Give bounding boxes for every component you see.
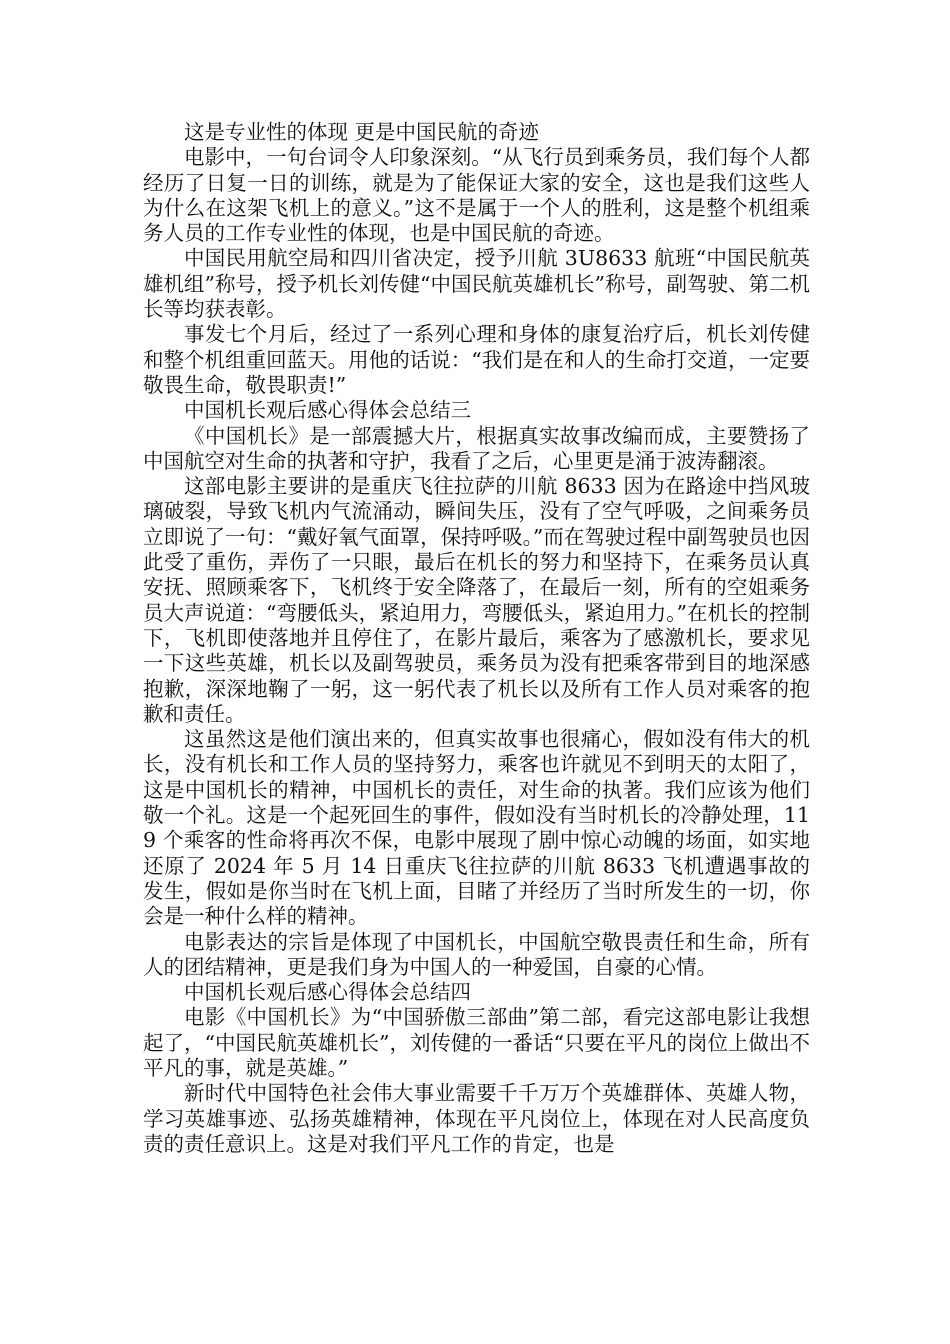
body-paragraph: 这虽然这是他们演出来的，但真实故事也很痛心，假如没有伟大的机长，没有机长和工作人员的坚持努力，乘客也许就见不到明天的太阳了，这是中国机长的精神，中国机长的责任，对生命的执著。我们应该为他们敬一个礼。这是一个起死回生的事件，假如没有当时机长的冷静处理，119 个乘客的性命将再次不保，电影中展现了剧中惊心动魄的场面，如实地还原了 2024 年 5 月 14 日重庆飞往拉萨的川航 8633 飞机遭遇事故的发生，假如是你当时在飞机上面，目睹了并经历了当时所发生的一切，你会是一种什么样的精神。 xyxy=(143,727,810,929)
body-paragraph: 新时代中国特色社会伟大事业需要千千万万个英雄群体、英雄人物，学习英雄事迹、弘扬英雄精神，体现在平凡岗位上，体现在对人民高度负责的责任意识上。这是对我们平凡工作的肯定，也是 xyxy=(143,1081,810,1156)
document-body xyxy=(143,120,810,1157)
body-paragraph: 事发七个月后，经过了一系列心理和身体的康复治疗后，机长刘传健和整个机组重回蓝天。用他的话说：“我们是在和人的生命打交道，一定要敬畏生命，敬畏职责!” xyxy=(143,322,810,397)
body-paragraph: 《中国机长》是一部震撼大片，根据真实故事改编而成，主要赞扬了中国航空对生命的执著和守护，我看了之后，心里更是涌于波涛翻滚。 xyxy=(143,423,810,473)
section-heading: 中国机长观后感心得体会总结四 xyxy=(184,980,471,1005)
body-paragraph: 中国民用航空局和四川省决定，授予川航 3U8633 航班“中国民航英雄机组”称号，授予机长刘传健“中国民航英雄机长”称号，副驾驶、第二机长等均获表彰。 xyxy=(143,246,810,322)
body-paragraph: 这部电影主要讲的是重庆飞往拉萨的川航 8633 因为在路途中挡风玻璃破裂，导致飞机内气流涌动，瞬间失压，没有了空气呼吸，之间乘务员立即说了一句：“戴好氧气面罩，保持呼吸。”而在驾驶过程中副驾驶员也因此受了重伤，弄伤了一只眼，最后在机长的努力和坚持下，在乘务员认真安抚、照顾乘客下，飞机终于安全降落了，在最后一刻，所有的空姐乘务员大声说道：“弯腰低头，紧迫用力，弯腰低头，紧迫用力。”在机长的控制下，飞机即使落地并且停住了，在影片最后，乘客为了感激机长，要求见一下这些英雄，机长以及副驾驶员，乘务员为没有把乘客带到目的地深感抱歉，深深地鞠了一躬，这一躬代表了机长以及所有工作人员对乘客的抱歉和责任。 xyxy=(143,474,810,726)
section-heading: 这是专业性的体现 更是中国民航的奇迹 xyxy=(184,120,540,144)
body-paragraph: 电影表达的宗旨是体现了中国机长，中国航空敬畏责任和生命，所有人的团结精神，更是我们身为中国人的一种爱国，自豪的心情。 xyxy=(143,929,810,979)
section-heading: 中国机长观后感心得体会总结三 xyxy=(184,398,471,423)
body-paragraph: 电影中，一句台词令人印象深刻。“从飞行员到乘务员，我们每个人都经历了日复一日的训练，就是为了能保证大家的安全，这也是我们这些人为什么在这架飞机上的意义。”这不是属于一个人的胜利，这是整个机组乘务人员的工作专业性的体现，也是中国民航的奇迹。 xyxy=(143,145,810,246)
body-paragraph: 电影《中国机长》为“中国骄傲三部曲”第二部，看完这部电影让我想起了，“中国民航英雄机长”，刘传健的一番话“只要在平凡的岗位上做出不平凡的事，就是英雄。” xyxy=(143,1005,810,1080)
